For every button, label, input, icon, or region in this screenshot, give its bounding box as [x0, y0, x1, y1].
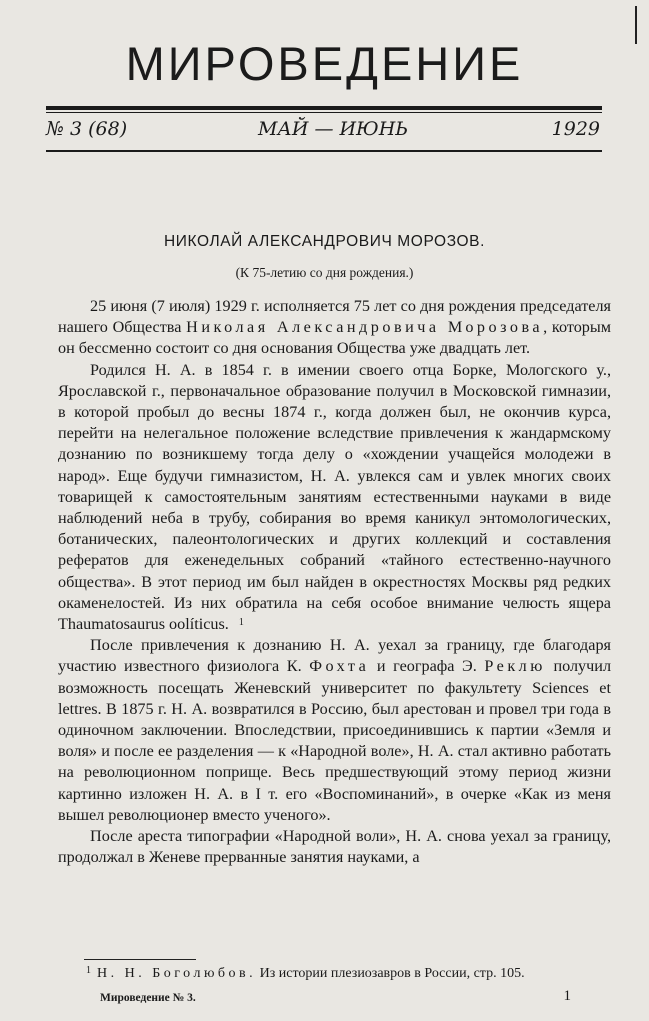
- footnote-text: Из истории плезиозавров в России, стр. 105.: [259, 966, 525, 981]
- article-body: [58, 296, 611, 868]
- footnote: [86, 966, 606, 982]
- paragraph-1-text-b: , которым он бессменно состоит со дня основания Общества уже двадцать лет.: [58, 318, 612, 358]
- issue-year: 1929: [551, 118, 600, 140]
- person-name-reclus: Реклю: [484, 657, 546, 676]
- paragraph-2: [58, 360, 611, 636]
- page-number: 1: [563, 988, 571, 1004]
- person-name-vogt: Фохта: [309, 657, 370, 676]
- footnote-mark: 1: [86, 965, 91, 976]
- journal-masthead: МИРОВЕДЕНИЕ: [125, 37, 524, 90]
- paragraph-2-text: Родился Н. А. в 1854 г. в имении своего отца Борке, Мологского у., Ярославской г., первоначальное образование получил в Московской гимназии, в которой пробыл до весны 1874 г., когда должен был, не окончив курса, перейти на нелегальное положение вследствие привлечения к жандармскому дознанию по возникшему тогда делу о «хождении учащейся молодежи в народ». Еще будучи гимназистом, Н. А. увлекся сам и увлек многих своих товарищей к самостоятельным занятиям естественными науками в виде наблюдений неба в трубу, собирания во время каникул энтомологических, ботанических, палеонтологических и других коллекций и составления рефератов для еженедельных собраний «тайного естественно-научного общества». В этот период им был найден в окрестностях Москвы ряд редких окаменелостей. Из них обратила на себя особое внимание челюсть ящера Thaumatosaurus oolíticus.: [58, 360, 611, 634]
- issue-number: № 3 (68): [46, 118, 128, 140]
- article-subtitle: (К 75-летию со дня рождения.): [235, 265, 414, 280]
- paragraph-3-text-b: и географа Э.: [376, 657, 477, 676]
- masthead-rule-thin: [46, 112, 602, 113]
- masthead-rule-thick: [46, 106, 602, 110]
- footnote-author: Н. Н. Боголюбов.: [97, 966, 257, 981]
- issue-line: [46, 118, 602, 144]
- footnote-reference: 1: [238, 617, 244, 629]
- paragraph-3: [58, 635, 611, 826]
- issue-months: МАЙ — ИЮНЬ: [258, 118, 409, 140]
- footnote-divider: [84, 959, 196, 960]
- paragraph-4: [58, 826, 611, 868]
- article-title: НИКОЛАЙ АЛЕКСАНДРОВИЧ МОРОЗОВ.: [163, 233, 486, 250]
- paragraph-1-text-a: 25 июня (7 июля) 1929 г. исполняется 75 лет со дня рождения председателя нашего Общества: [58, 297, 611, 337]
- paragraph-3-text-a: После привлечения к дознанию Н. А. уехал за границу, где благодаря участию известного физиолога К.: [58, 636, 611, 676]
- person-name-morozov: Николая Александровича Морозова: [186, 318, 544, 337]
- paragraph-4-text: После ареста типографии «Народной воли», Н. А. снова уехал за границу, продолжал в Женеве прерванные занятия науками, а: [58, 827, 611, 867]
- printer-signature: Мироведение № 3.: [100, 992, 196, 1004]
- paragraph-3-text-c: получил возможность посещать Женевский университет по факультету Sciences et lettres. В 1875 г. Н. А. возвратился в Россию, был арестован и провел три года в одиночном заключении. Впоследствии, присоединившись к партии «Земля и воля» и после ее разделения — к «Народной воле», Н. А. стал активно работать на революционном поприще. Весь предшествующий этому период жизни картинно изложен Н. А. в I т. его «Воспоминаний», в очерке «Как из меня вышел революционер вместо ученого».: [58, 657, 612, 824]
- page-edge-mark: [635, 6, 637, 44]
- paragraph-1: [58, 296, 611, 360]
- issue-line-rule: [46, 150, 602, 152]
